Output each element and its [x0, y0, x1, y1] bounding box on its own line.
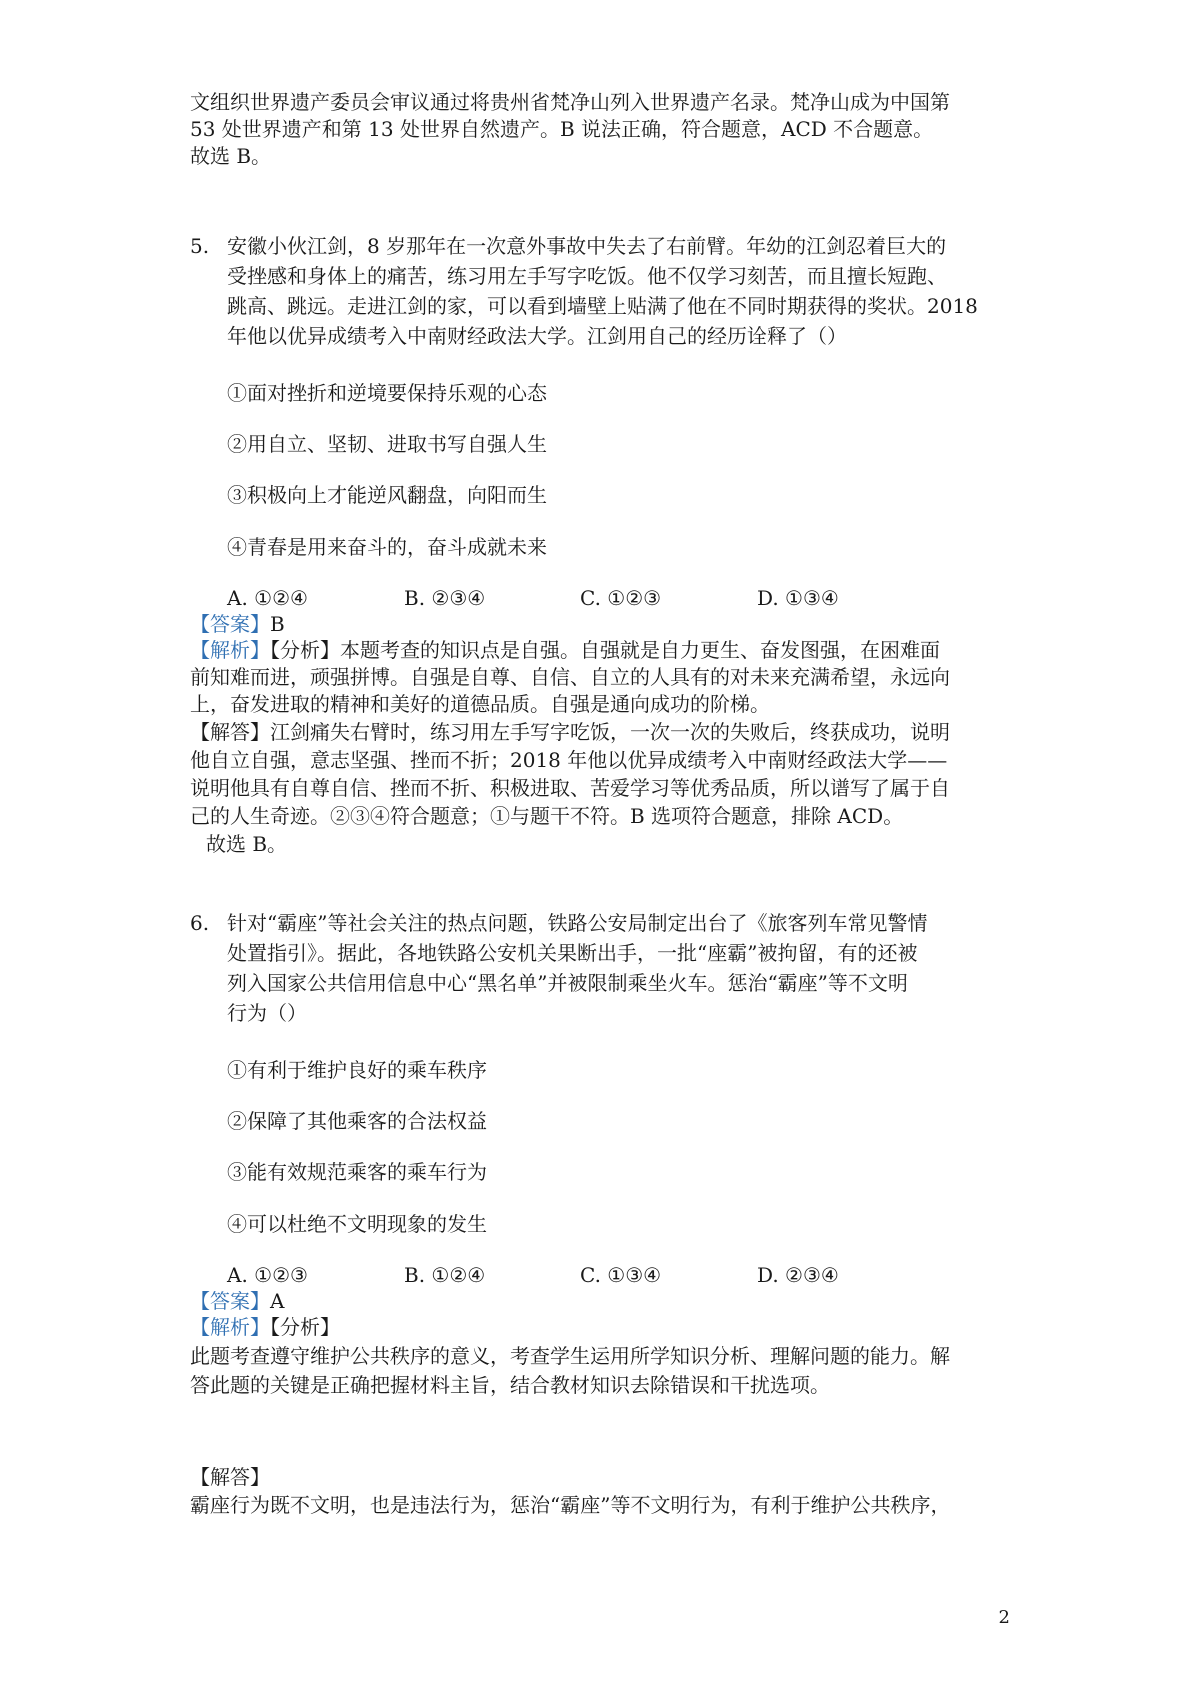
q6-stem-line-2: 处置指引》。据此，各地铁路公安机关果断出手，一批“座霸”被拘留，有的还被 [227, 941, 918, 965]
q5-analysis-line-2: 前知难而进，顽强拼博。自强是自尊、自信、自立的人具有的对未来充满希望，永远向 [190, 665, 950, 689]
q5-choice-a: A. ①②④ [227, 586, 308, 610]
q5-analysis-row-1 [190, 636, 940, 664]
q5-answer-row [190, 610, 285, 638]
q6-statement-3: ③能有效规范乘客的乘车行为 [227, 1160, 487, 1184]
q5-analysis-line-1: 【分析】本题考查的知识点是自强。自强就是自力更生、奋发图强，在困难面 [270, 638, 940, 662]
q6-statement-4: ④可以杜绝不文明现象的发生 [227, 1212, 487, 1236]
q5-solution-line-1: 【解答】江剑痛失右臂时，练习用左手写字吃饭，一次一次的失败后，终获成功，说明 [190, 720, 950, 744]
q6-analysis-tag: 【解析】 [190, 1315, 270, 1339]
intro-line-2: 53 处世界遗产和第 13 处世界自然遗产。B 说法正确，符合题意，ACD 不合题意。 [190, 117, 934, 141]
q5-statement-3: ③积极向上才能逆风翻盘，向阳而生 [227, 483, 547, 507]
q5-statement-1: ①面对挫折和逆境要保持乐观的心态 [227, 381, 547, 405]
q5-statement-4: ④青春是用来奋斗的，奋斗成就未来 [227, 535, 547, 559]
q5-choice-b: B. ②③④ [404, 586, 486, 610]
q5-solution-line-3: 说明他具有自尊自信、挫而不折、积极进取、苦爱学习等优秀品质，所以谱写了属于自 [190, 776, 950, 800]
q5-stem-line-3: 跳高、跳远。走进江剑的家，可以看到墙壁上贴满了他在不同时期获得的奖状。2018 [227, 294, 978, 318]
q5-answer-tag: 【答案】 [190, 612, 270, 636]
q6-statement-1: ①有利于维护良好的乘车秩序 [227, 1058, 487, 1082]
q5-answer-value: B [270, 612, 285, 636]
q5-analysis-line-3: 上，奋发进取的精神和美好的道德品质。自强是通向成功的阶梯。 [190, 692, 770, 716]
q6-statement-2: ②保障了其他乘客的合法权益 [227, 1109, 487, 1133]
q6-analysis-sub: 【分析】 [270, 1315, 340, 1339]
q5-stem-line-2: 受挫感和身体上的痛苦，练习用左手写字吃饭。他不仅学习刻苦，而且擅长短跑、 [227, 264, 947, 288]
q5-stem-line-1: 安徽小伙江剑，8 岁那年在一次意外事故中失去了右前臂。年幼的江剑忍着巨大的 [227, 234, 947, 258]
q6-answer-value: A [270, 1289, 285, 1313]
q6-answer-row [190, 1287, 284, 1315]
q5-statement-2: ②用自立、坚韧、进取书写自强人生 [227, 432, 547, 456]
q6-choice-d: D. ②③④ [757, 1263, 839, 1287]
q6-answer-tag: 【答案】 [190, 1289, 270, 1313]
q6-choice-b: B. ①②④ [404, 1263, 486, 1287]
q6-number: 6. [190, 911, 210, 935]
q6-analysis-line-2: 答此题的关键是正确把握材料主旨，结合教材知识去除错误和干扰选项。 [190, 1373, 830, 1397]
q5-choice-d: D. ①③④ [757, 586, 839, 610]
q5-solution-line-4: 己的人生奇迹。②③④符合题意；①与题干不符。B 选项符合题意，排除 ACD。 [190, 804, 904, 828]
q5-stem-line-4: 年他以优异成绩考入中南财经政法大学。江剑用自己的经历诠释了（） [227, 324, 847, 348]
q6-stem-line-4: 行为（） [227, 1001, 307, 1025]
q6-solution-line-1: 霸座行为既不文明，也是违法行为，惩治“霸座”等不文明行为，有利于维护公共秩序， [190, 1493, 951, 1517]
q5-number: 5. [190, 234, 210, 258]
page-number: 2 [998, 1607, 1010, 1628]
q5-analysis-tag: 【解析】 [190, 638, 270, 662]
q6-solution-tag: 【解答】 [190, 1465, 270, 1489]
q6-analysis-row [190, 1313, 340, 1341]
q6-stem-line-3: 列入国家公共信用信息中心“黑名单”并被限制乘坐火车。惩治“霸座”等不文明 [227, 971, 908, 995]
q6-stem-line-1: 针对“霸座”等社会关注的热点问题，铁路公安局制定出台了《旅客列车常见警情 [227, 911, 928, 935]
q6-analysis-line-1: 此题考查遵守维护公共秩序的意义，考查学生运用所学知识分析、理解问题的能力。解 [190, 1344, 950, 1368]
q5-solution-line-2: 他自立自强，意志坚强、挫而不折；2018 年他以优异成绩考入中南财经政法大学—— [190, 748, 948, 772]
q6-choice-a: A. ①②③ [227, 1263, 308, 1287]
q6-choice-c: C. ①③④ [580, 1263, 662, 1287]
q5-conclusion: 故选 B。 [206, 832, 288, 856]
q5-choice-c: C. ①②③ [580, 586, 662, 610]
intro-line-1: 文组织世界遗产委员会审议通过将贵州省梵净山列入世界遗产名录。梵净山成为中国第 [190, 90, 950, 114]
intro-line-3: 故选 B。 [190, 144, 272, 168]
